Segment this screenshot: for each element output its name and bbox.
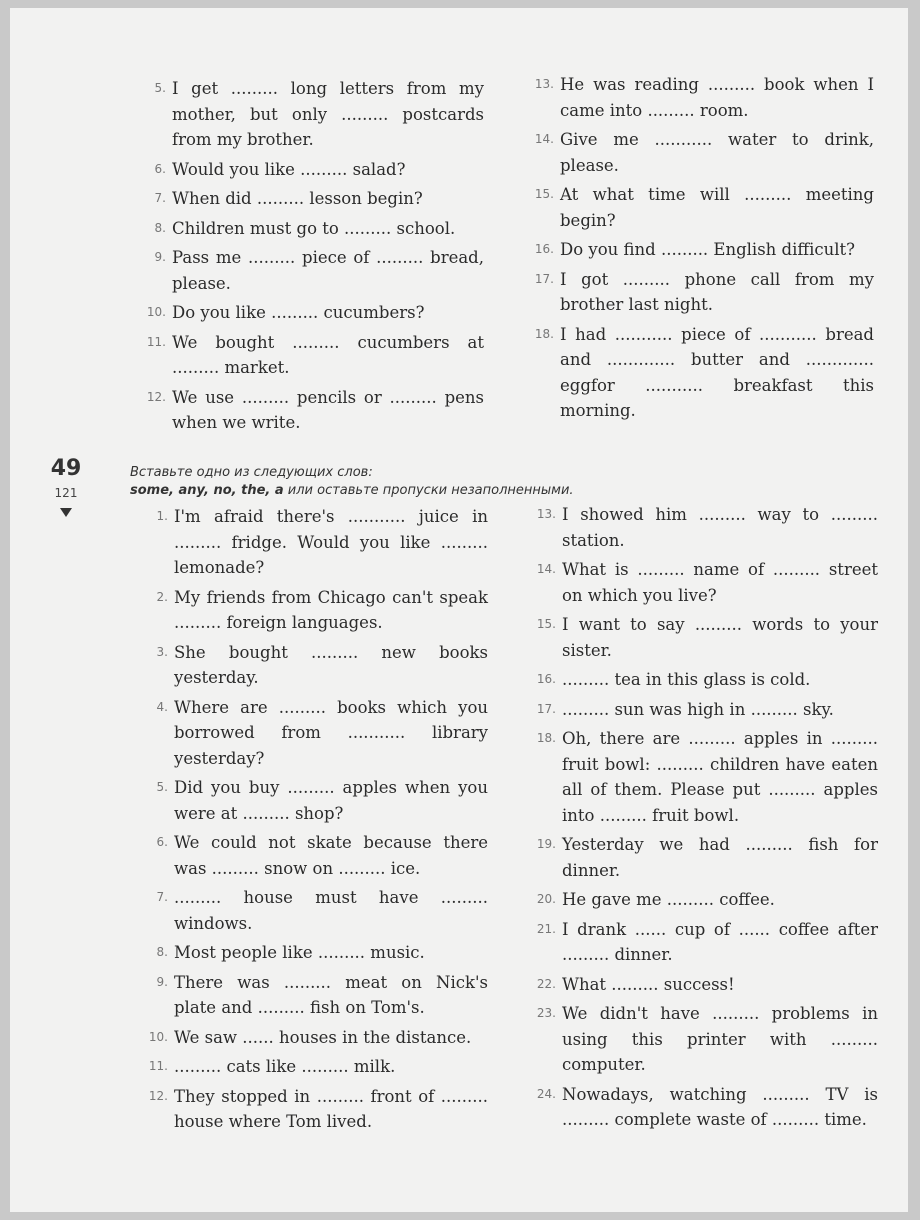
item-text: There was ......... meat on Nick's plate and ......... fish on Tom's. [174,972,488,1017]
item-text: Would you like ......... salad? [172,159,406,179]
item-number: 8. [154,220,166,235]
item-number: 13. [536,507,556,521]
item-text: At what time will ......... meeting begin? [560,185,874,230]
exercise-item [520,697,878,723]
item-text: Where are ......... books which you borrowed from ........... library yesterday? [174,697,488,768]
exercise-item [130,300,484,326]
item-number: 10. [146,305,166,319]
item-text: I get ......... long letters from my mother, but only ......... postcards from my brother. [172,79,484,149]
item-text: They stopped in ......... front of ......... house where Tom lived. [174,1086,488,1131]
item-text: ......... sun was high in ......... sky. [562,699,834,719]
item-number: 7. [154,191,166,205]
item-text: When did ......... lesson begin? [172,189,423,208]
exercise-item [520,612,878,663]
item-text: I got ......... phone call from my brother last night. [560,269,874,314]
item-number: 24. [536,1086,556,1101]
item-text: He gave me ......... coffee. [562,890,775,909]
item-number: 9. [154,250,166,264]
exercise-item [130,245,484,296]
item-number: 9. [156,974,168,989]
exercise-item [520,502,878,553]
instruction-line-1: Вставьте одно из следующих слов: [130,465,373,480]
item-text: She bought ......... new books yesterday. [174,642,488,687]
item-text: Do you like ......... cucumbers? [172,303,425,322]
item-text: I drank ...... cup of ...... coffee after ......... dinner. [562,919,878,964]
item-number: 11. [148,1059,168,1073]
item-number: 15. [534,187,554,201]
exercise-item [518,127,874,178]
item-number: 6. [154,161,166,176]
exercise-item [520,832,878,883]
item-number: 13. [534,77,554,91]
item-number: 8. [156,945,168,959]
item-number: 16. [534,242,554,256]
item-number: 15. [536,617,556,631]
item-number: 19. [536,837,556,851]
item-text: What is ......... name of ......... street on which you live? [562,560,878,605]
item-number: 11. [146,334,166,349]
item-number: 20. [536,892,556,906]
exercise-item [518,267,874,318]
item-text: ......... house must have ......... windows. [174,888,488,933]
item-text: Yesterday we had ......... fish for dinner. [562,835,878,880]
item-text: What ......... success! [562,974,735,994]
exercise-item [130,330,484,381]
item-number: 12. [148,1088,168,1103]
item-text: We bought ......... cucumbers at ......... market. [172,332,484,377]
item-text: Nowadays, watching ......... TV is ......... complete waste of ......... time. [562,1084,878,1129]
exercise-item [132,1025,488,1051]
item-text: We could not skate because there was ......... snow on ......... ice. [174,833,488,878]
item-number: 4. [156,699,168,714]
item-text: We use ......... pencils or ......... pens when we write. [172,387,484,432]
item-number: 3. [156,644,168,659]
item-text: I want to say ......... words to your sister. [562,615,878,660]
exercise-item [132,970,488,1021]
exercise-page-ref: 121 [54,486,78,500]
item-number: 14. [536,562,556,576]
exercise-item [132,830,488,881]
textbook-page [10,8,908,1212]
item-number: 18. [536,731,556,745]
item-text: We didn't have ......... problems in using this printer with ......... computer. [562,1004,878,1074]
item-number: 22. [536,976,556,991]
item-number: 18. [534,326,554,341]
item-text: Did you buy ......... apples when you were at ......... shop? [174,778,488,823]
item-text: Do you find ......... English difficult? [560,240,856,259]
item-number: 14. [534,132,554,146]
item-text: Children must go to ......... school. [172,218,456,238]
exercise-item [132,775,488,826]
exercise-item [132,585,488,636]
item-number: 10. [148,1029,168,1044]
instruction-words: some, any, no, the, a [130,483,284,498]
item-number: 7. [156,890,168,904]
item-number: 6. [156,835,168,849]
exercise-instruction [130,464,574,500]
exercise-item [520,887,878,913]
exercise-item [132,1054,488,1080]
exercise-item [520,667,878,693]
exercise-item [132,640,488,691]
item-text: We saw ...... houses in the distance. [174,1027,472,1047]
exercise-item [520,972,878,998]
exercise-item [518,322,874,424]
item-number: 16. [536,672,556,686]
exercise-item [130,385,484,436]
exercise-item [130,186,484,212]
arrow-down-icon [60,508,72,517]
item-number: 5. [156,780,168,794]
top-right-column [518,72,874,428]
item-number: 21. [536,921,556,936]
exercise-item [518,182,874,233]
item-text: I'm afraid there's ........... juice in ......... fridge. Would you like ......... lemonade? [174,507,488,577]
bottom-left-column [132,504,488,1139]
item-number: 17. [536,701,556,716]
exercise-item [130,216,484,242]
item-number: 1. [156,509,168,523]
exercise-item [132,885,488,936]
item-text: Oh, there are ......... apples in ......... fruit bowl: ......... children have eaten all of them. Please put ......... apples into ......... fruit bowl. [562,729,878,825]
exercise-item [132,940,488,966]
exercise-item [132,695,488,772]
bottom-right-column [520,502,878,1137]
exercise-item [130,157,484,183]
item-number: 23. [536,1006,556,1020]
item-number: 2. [156,589,168,604]
exercise-item [520,917,878,968]
item-text: I had ........... piece of ........... bread and ............. butter and ............. eggfor ........... breakfast this morning. [560,324,874,420]
item-number: 5. [154,81,166,95]
item-text: I showed him ......... way to ......... station. [562,505,878,550]
item-text: ......... cats like ......... milk. [174,1057,396,1076]
item-text: My friends from Chicago can't speak ......... foreign languages. [174,587,488,632]
item-number: 12. [146,389,166,404]
exercise-number: 49 [50,456,82,481]
item-text: Pass me ......... piece of ......... bread, please. [172,248,484,293]
top-left-column [130,76,484,440]
item-text: Most people like ......... music. [174,943,425,962]
exercise-item [520,557,878,608]
exercise-item [518,72,874,123]
item-number: 17. [534,271,554,286]
exercise-item [130,76,484,153]
item-text: ......... tea in this glass is cold. [562,670,811,689]
instruction-rest: или оставьте пропуски незаполненными. [283,483,574,498]
exercise-item [520,726,878,828]
item-text: Give me ........... water to drink, please. [560,130,874,175]
exercise-item [132,1084,488,1135]
exercise-item [520,1082,878,1133]
exercise-item [132,504,488,581]
item-text: He was reading ......... book when I came into ......... room. [560,75,874,120]
instruction-line-2 [130,482,574,500]
exercise-item [518,237,874,263]
exercise-item [520,1001,878,1078]
